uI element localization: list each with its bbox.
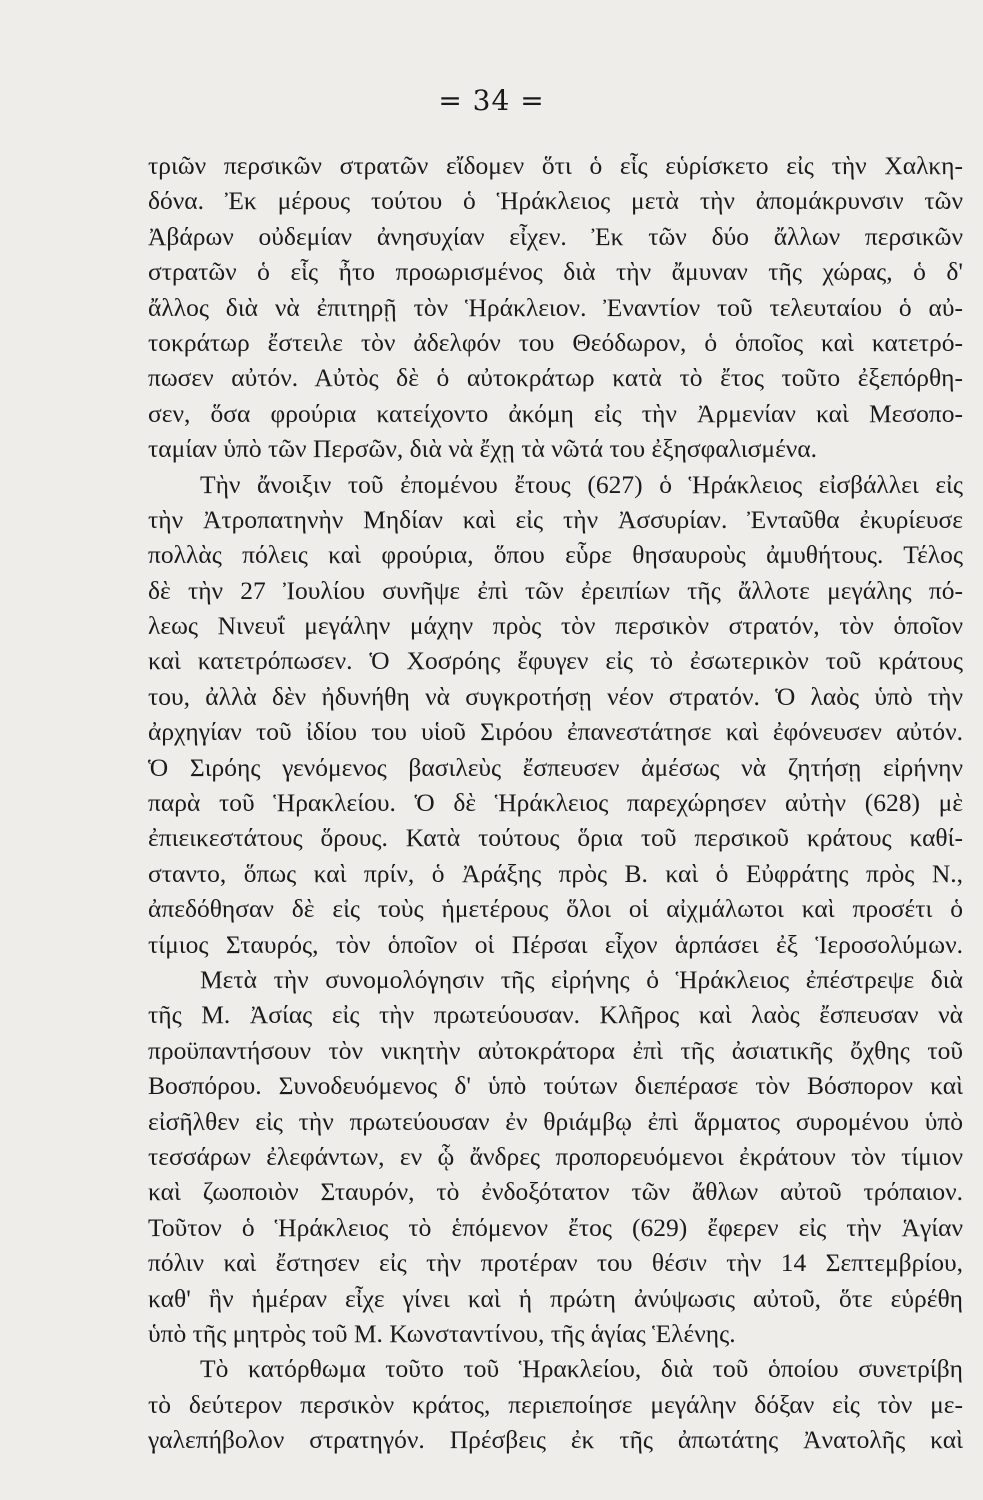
page-number: = 34 = xyxy=(438,84,545,117)
text-line: τὸ δεύτερον περσικὸν κράτος, περιεποίησε μεγάλην δόξαν εἰς τὸν με- xyxy=(148,1389,963,1419)
text-line: στρατῶν ὁ εἷς ἦτο προωρισμένος διὰ τὴν ἄμυναν τῆς χώρας, ὁ δ' xyxy=(148,257,963,287)
text-line: δὲ τὴν 27 Ἰουλίου συνῆψε ἐπὶ τῶν ἐρειπίων τῆς ἄλλοτε μεγάλης πό- xyxy=(148,575,963,605)
text-line: καθ' ἣν ἡμέραν εἶχε γίνει καὶ ἡ πρώτη ἀνύψωσις αὐτοῦ, ὅτε εὑρέθη xyxy=(148,1283,963,1313)
text-line: καὶ κατετρόπωσεν. Ὁ Χοσρόης ἔφυγεν εἰς τὸ ἐσωτερικὸν τοῦ κράτους xyxy=(148,646,963,676)
text-line: τίμιος Σταυρός, τὸν ὁποῖον οἱ Πέρσαι εἶχον ἁρπάσει ἐξ Ἱεροσολύμων. xyxy=(148,929,963,959)
text-line: τῆς Μ. Ἀσίας εἰς τὴν πρωτεύουσαν. Κλῆρος καὶ λαὸς ἔσπευσαν νὰ xyxy=(148,1000,963,1030)
text-line: Βοσπόρου. Συνοδευόμενος δ' ὑπὸ τούτων διεπέρασε τὸν Βόσπορον καὶ xyxy=(148,1071,963,1101)
text-line: τὴν Ἀτροπατηνὴν Μηδίαν καὶ εἰς τὴν Ἀσσυρίαν. Ἐνταῦθα ἐκυρίευσε xyxy=(148,504,963,534)
text-line: παρὰ τοῦ Ἡρακλείου. Ὁ δὲ Ἡράκλειος παρεχώρησεν αὐτὴν (628) μὲ xyxy=(148,788,963,818)
text-line: δόνα. Ἐκ μέρους τούτου ὁ Ἡράκλειος μετὰ τὴν ἀπομάκρυνσιν τῶν xyxy=(148,186,963,216)
text-line: εἰσῆλθεν εἰς τὴν πρωτεύουσαν ἐν θριάμβῳ ἐπὶ ἅρματος συρομένου ὑπὸ xyxy=(148,1106,963,1136)
text-line: Τοῦτον ὁ Ἡράκλειος τὸ ἑπόμενον ἔτος (629) ἔφερεν εἰς τὴν Ἁγίαν xyxy=(148,1212,963,1242)
text-line: Ἀβάρων οὐδεμίαν ἀνησυχίαν εἶχεν. Ἐκ τῶν δύο ἄλλων περσικῶν xyxy=(148,221,963,251)
text-line: τριῶν περσικῶν στρατῶν εἴδομεν ὅτι ὁ εἷς εὑρίσκετο εἰς τὴν Χαλκη- xyxy=(148,151,963,180)
text-line: καὶ ζωοποιὸν Σταυρόν, τὸ ἐνδοξότατον τῶν ἄθλων αὐτοῦ τρόπαιον. xyxy=(148,1177,963,1207)
text-line: προϋπαντήσουν τὸν νικητὴν αὐτοκράτορα ἐπὶ τῆς ἀσιατικῆς ὄχθης τοῦ xyxy=(148,1035,963,1065)
text-line: ὑπὸ τῆς μητρὸς τοῦ Μ. Κωνσταντίνου, τῆς ἁγίας Ἑλένης. xyxy=(148,1318,736,1348)
text-line: Τὸ κατόρθωμα τοῦτο τοῦ Ἡρακλείου, διὰ τοῦ ὁποίου συνετρίβη xyxy=(200,1354,963,1384)
text-line: Μετὰ τὴν συνομολόγησιν τῆς εἰρήνης ὁ Ἡράκλειος ἐπέστρεψε διὰ xyxy=(200,964,963,994)
text-line: ἄλλος διὰ νὰ ἐπιτηρῇ τὸν Ἡράκλειον. Ἐναντίον τοῦ τελευταίου ὁ αὐ- xyxy=(148,292,963,322)
body-text xyxy=(148,148,963,1457)
text-line: γαλεπήβολον στρατηγόν. Πρέσβεις ἐκ τῆς ἀπωτάτης Ἀνατολῆς καὶ xyxy=(148,1425,963,1455)
text-line: τεσσάρων ἐλεφάντων, εν ᾧ ἄνδρες προπορευόμενοι ἐκράτουν τὸν τίμιον xyxy=(148,1141,963,1171)
text-line: πολλὰς πόλεις καὶ φρούρια, ὅπου εὗρε θησαυροὺς ἀμυθήτους. Τέλος xyxy=(148,540,963,570)
text-line: ἐπιεικεστάτους ὅρους. Κατὰ τούτους ὅρια τοῦ περσικοῦ κράτους καθί- xyxy=(148,823,963,853)
text-line: τοκράτωρ ἔστειλε τὸν ἀδελφόν του Θεόδωρον, ὁ ὁποῖος καὶ κατετρό- xyxy=(148,327,963,357)
text-line: ἀρχηγίαν τοῦ ἰδίου του υἱοῦ Σιρόου ἐπανεστάτησε καὶ ἐφόνευσεν αὐτόν. xyxy=(148,717,963,747)
text-line: πόλιν καὶ ἔστησεν εἰς τὴν προτέραν του θέσιν τὴν 14 Σεπτεμβρίου, xyxy=(148,1248,963,1278)
text-line: Τὴν ἄνοιξιν τοῦ ἐπομένου ἔτους (627) ὁ Ἡράκλειος εἰσβάλλει εἰς xyxy=(200,469,963,499)
text-line: σταντο, ὅπως καὶ πρίν, ὁ Ἀράξης πρὸς Β. καὶ ὁ Εὐφράτης πρὸς Ν., xyxy=(148,858,963,888)
text-line: σεν, ὅσα φρούρια κατείχοντο ἀκόμη εἰς τὴν Ἀρμενίαν καὶ Μεσοπο- xyxy=(148,398,963,428)
text-line: ταμίαν ὑπὸ τῶν Περσῶν, διὰ νὰ ἔχῃ τὰ νῶτά του ἐξησφαλισμένα. xyxy=(148,434,818,464)
text-line: Ὁ Σιρόης γενόμενος βασιλεὺς ἔσπευσεν ἀμέσως νὰ ζητήσῃ εἰρήνην xyxy=(148,752,963,782)
text-line: λεως Νινευΐ μεγάλην μάχην πρὸς τὸν περσικὸν στρατόν, τὸν ὁποῖον xyxy=(148,611,963,641)
text-line: πωσεν αὐτόν. Αὐτὸς δὲ ὁ αὐτοκράτωρ κατὰ τὸ ἔτος τοῦτο ἐξεπόρθη- xyxy=(148,363,963,393)
text-line: του, ἀλλὰ δὲν ἠδυνήθη νὰ συγκροτήσῃ νέον στρατόν. Ὁ λαὸς ὑπὸ τὴν xyxy=(148,681,963,711)
text-line: ἀπεδόθησαν δὲ εἰς τοὺς ἡμετέρους ὅλοι οἱ αἰχμάλωτοι καὶ προσέτι ὁ xyxy=(148,894,963,924)
